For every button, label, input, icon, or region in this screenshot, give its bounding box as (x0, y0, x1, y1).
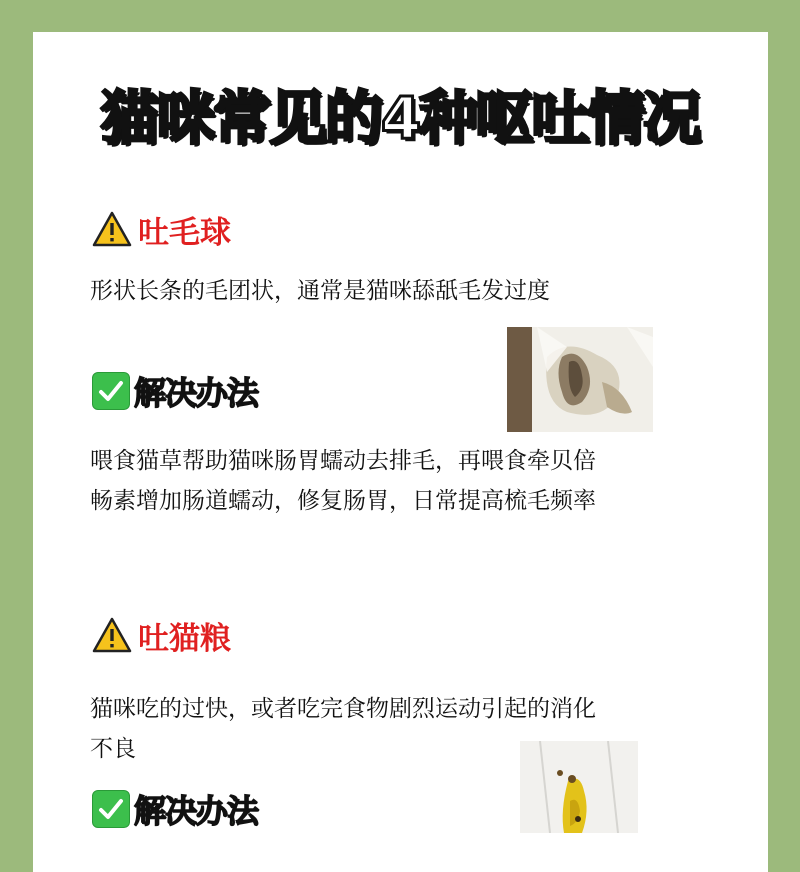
check-mark-icon (92, 790, 130, 828)
section-description-line: 猫咪吃的过快，或者吃完食物剧烈运动引起的消化 (90, 696, 596, 722)
section-heading-label: 吐毛球 (138, 214, 231, 251)
solution-text-line: 喂食猫草帮助猫咪肠胃蠕动去排毛，再喂食牵贝倍 (90, 448, 596, 474)
solution-heading (92, 369, 258, 413)
warning-triangle-icon (92, 617, 132, 653)
hairball-photo (507, 327, 653, 432)
page-title: 猫咪常见的4种呕吐情况 (100, 84, 700, 152)
warning-triangle-icon (92, 211, 132, 247)
solution-label: 解决办法 (134, 374, 259, 412)
vomit-photo (520, 741, 638, 833)
section-heading-vomit-food (92, 613, 231, 657)
section-heading-hairball (92, 207, 231, 251)
solution-text-line: 畅素增加肠道蠕动，修复肠胃，日常提高梳毛频率 (90, 488, 596, 514)
solution-heading (92, 787, 258, 831)
check-mark-icon (92, 372, 130, 410)
section-description: 形状长条的毛团状，通常是猫咪舔舐毛发过度 (90, 278, 550, 304)
solution-label: 解决办法 (134, 792, 259, 830)
section-heading-label: 吐猫粮 (138, 620, 231, 657)
section-description-line: 不良 (90, 736, 136, 762)
